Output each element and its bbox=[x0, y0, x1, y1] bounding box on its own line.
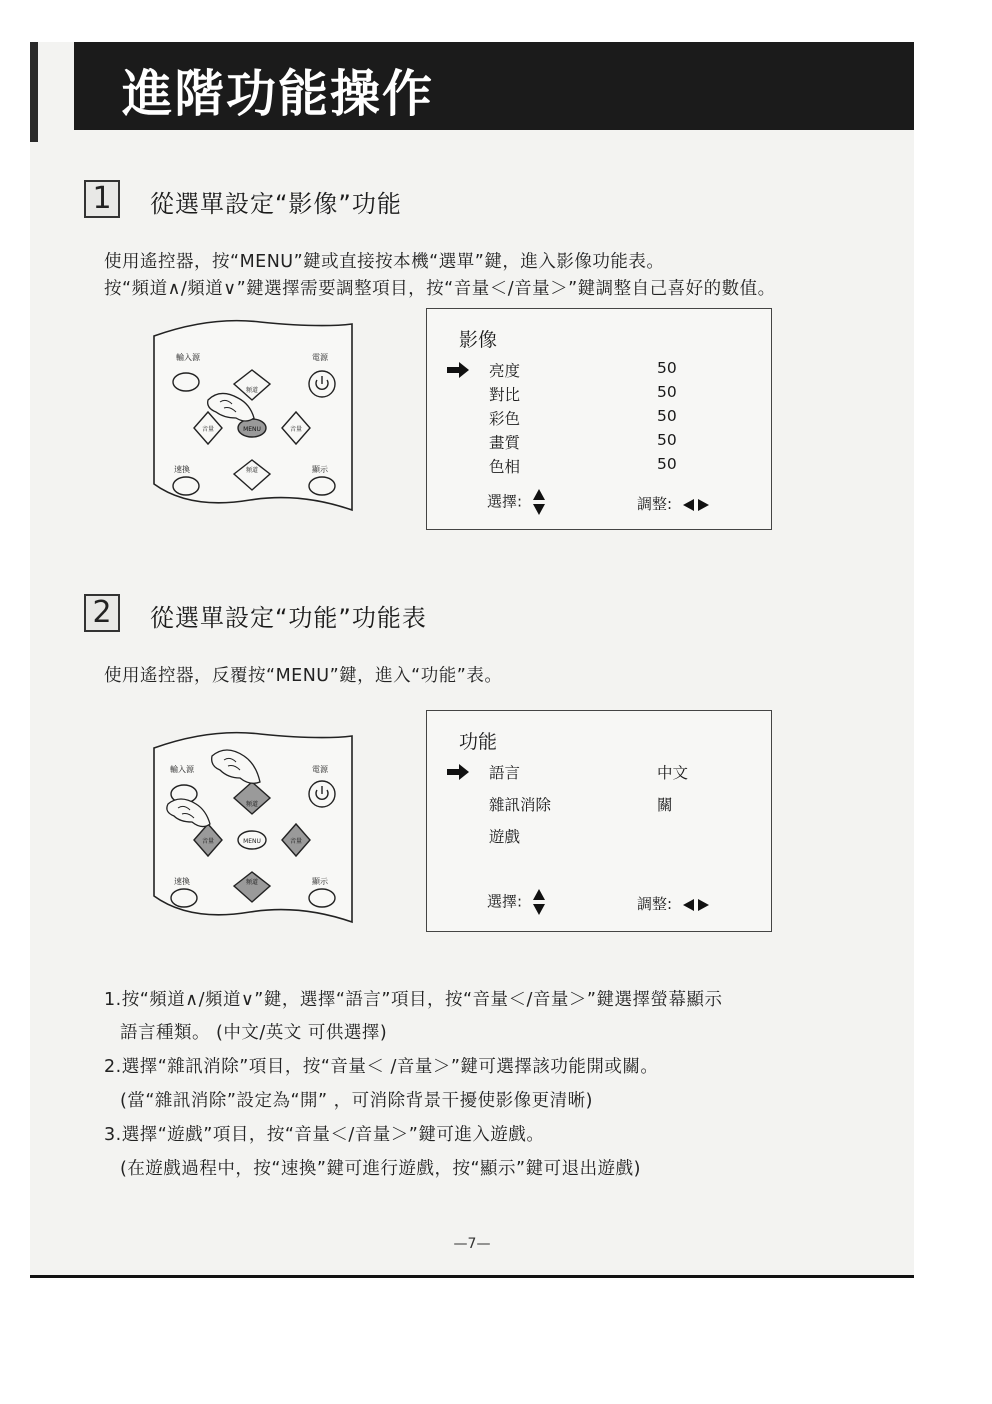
picture-menu-value: 50 bbox=[657, 431, 677, 449]
selection-arrow-icon bbox=[447, 362, 469, 378]
remote1-ch-up-label: 頻道 bbox=[245, 387, 259, 394]
remote2-vol-up-label: 音量 bbox=[289, 838, 303, 845]
picture-menu-label: 色相 bbox=[489, 458, 521, 476]
remote-control-illustration-1 bbox=[150, 314, 356, 514]
remote1-menu-label: MENU bbox=[243, 426, 261, 433]
remote2-swap-label: 速換 bbox=[174, 877, 190, 886]
section-1-number: 1 bbox=[84, 180, 120, 218]
function-menu-label: 語言 bbox=[489, 764, 521, 782]
adjust-hint-label: 調整: bbox=[637, 495, 673, 513]
function-menu-adjust-hint bbox=[637, 893, 709, 914]
adjust-hint-label: 調整: bbox=[637, 895, 673, 913]
function-menu-label: 雜訊消除 bbox=[489, 796, 552, 814]
header-bar bbox=[74, 42, 914, 130]
note-line: (在遊戲過程中，按“速換”鍵可進行遊戲，按“顯示”鍵可退出遊戲) bbox=[120, 1159, 641, 1179]
function-menu-value: 中文 bbox=[657, 764, 689, 782]
picture-menu-label: 彩色 bbox=[489, 410, 521, 428]
note-line: 3.選擇“遊戲”項目，按“音量＜/音量＞”鍵可進入遊戲。 bbox=[104, 1125, 545, 1145]
manual-page bbox=[30, 42, 914, 1278]
page-title: 進階功能操作 bbox=[122, 65, 434, 123]
picture-menu-value: 50 bbox=[657, 359, 677, 377]
remote1-vol-up-label: 音量 bbox=[289, 426, 303, 433]
function-menu-title: 功能 bbox=[459, 731, 498, 753]
remote2-input-label: 輸入源 bbox=[170, 765, 194, 774]
picture-menu-label: 亮度 bbox=[489, 362, 521, 380]
remote2-display-label: 顯示 bbox=[312, 877, 328, 886]
picture-menu-adjust-hint bbox=[637, 493, 709, 514]
picture-menu-row bbox=[427, 455, 771, 479]
picture-menu-row bbox=[427, 359, 771, 383]
remote2-vol-down-label: 音量 bbox=[201, 838, 215, 845]
function-menu-value: 關 bbox=[657, 796, 673, 814]
note-line: 語言種類。 (中文/英文 可供選擇) bbox=[120, 1023, 388, 1043]
remote1-power-label: 電源 bbox=[312, 353, 328, 362]
page-number: —7— bbox=[453, 1236, 491, 1252]
up-down-arrows-icon bbox=[533, 889, 545, 915]
left-right-arrows-icon bbox=[683, 499, 709, 511]
note-line: 2.選擇“雜訊消除”項目，按“音量＜ /音量＞”鍵可選擇該功能開或關。 bbox=[104, 1057, 659, 1077]
picture-menu-value: 50 bbox=[657, 407, 677, 425]
function-menu-row bbox=[427, 825, 771, 849]
remote1-swap-label: 速換 bbox=[174, 465, 190, 474]
picture-menu-title: 影像 bbox=[459, 329, 498, 351]
picture-menu-label: 畫質 bbox=[489, 434, 521, 452]
remote1-input-label: 輸入源 bbox=[176, 353, 200, 362]
remote-control-illustration-2 bbox=[150, 726, 356, 926]
note-line: (當“雜訊消除”設定為“開” ，可消除背景干擾使影像更清晰) bbox=[120, 1091, 593, 1111]
picture-menu-select-hint bbox=[487, 489, 545, 515]
function-menu-select-hint bbox=[487, 889, 545, 915]
remote2-power-label: 電源 bbox=[312, 765, 328, 774]
section-2-paragraph: 使用遙控器，反覆按“MENU”鍵，進入“功能”表。 bbox=[104, 666, 503, 686]
section-1-paragraph-line2: 按“頻道∧/頻道∨”鍵選擇需要調整項目，按“音量＜/音量＞”鍵調整自己喜好的數值。 bbox=[104, 279, 776, 299]
left-right-arrows-icon bbox=[683, 899, 709, 911]
picture-menu-label: 對比 bbox=[489, 386, 521, 404]
function-menu-label: 遊戲 bbox=[489, 828, 521, 846]
section-2-number: 2 bbox=[84, 594, 120, 632]
remote1-display-label: 顯示 bbox=[312, 465, 328, 474]
selection-arrow-icon bbox=[447, 764, 469, 780]
remote1-ch-down-label: 頻道 bbox=[245, 467, 259, 474]
section-2-title: 從選單設定“功能”功能表 bbox=[150, 604, 427, 632]
picture-menu-panel bbox=[426, 308, 772, 530]
picture-menu-value: 50 bbox=[657, 383, 677, 401]
picture-menu-row bbox=[427, 407, 771, 431]
section-1-paragraph-line1: 使用遙控器，按“MENU”鍵或直接按本機“選單”鍵，進入影像功能表。 bbox=[104, 252, 665, 272]
section-1-title: 從選單設定“影像”功能 bbox=[150, 190, 402, 218]
page-edge-shadow bbox=[30, 42, 38, 142]
remote2-menu-label: MENU bbox=[243, 838, 261, 845]
function-menu-row bbox=[427, 793, 771, 817]
select-hint-label: 選擇: bbox=[487, 492, 523, 511]
select-hint-label: 選擇: bbox=[487, 892, 523, 911]
function-menu-row bbox=[427, 761, 771, 785]
function-menu-panel bbox=[426, 710, 772, 932]
note-line: 1.按“頻道∧/頻道∨”鍵，選擇“語言”項目，按“音量＜/音量＞”鍵選擇螢幕顯示 bbox=[104, 990, 723, 1010]
up-down-arrows-icon bbox=[533, 489, 545, 515]
remote1-vol-down-label: 音量 bbox=[201, 426, 215, 433]
remote2-ch-down-label: 頻道 bbox=[245, 879, 259, 886]
picture-menu-row bbox=[427, 383, 771, 407]
remote2-ch-up-label: 頻道 bbox=[245, 801, 259, 808]
picture-menu-value: 50 bbox=[657, 455, 677, 473]
picture-menu-row bbox=[427, 431, 771, 455]
